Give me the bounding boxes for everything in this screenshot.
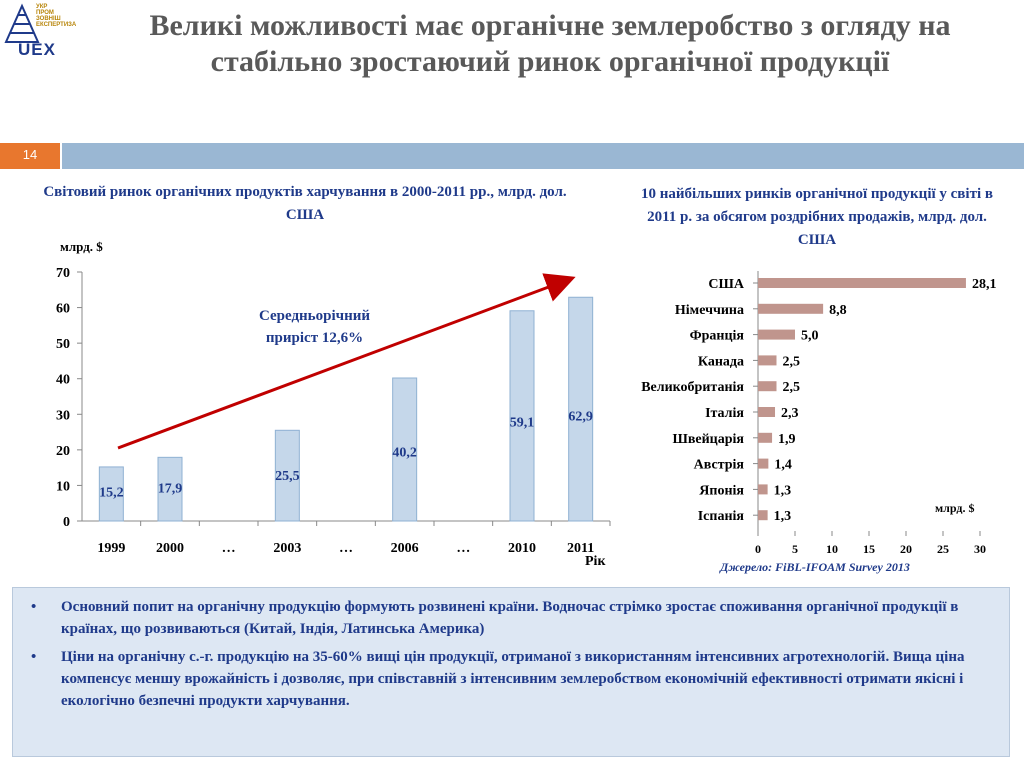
- y-tick-label: 50: [56, 337, 70, 353]
- x-tick-label: 5: [792, 542, 798, 556]
- category-label: Великобританія: [641, 380, 744, 396]
- x-tick-label: 1999: [97, 541, 126, 556]
- x-tick-label: 2010: [508, 541, 536, 556]
- y-tick-label: 60: [56, 301, 70, 317]
- x-tick-label: 2003: [273, 541, 302, 556]
- category-label: Австрія: [693, 457, 744, 473]
- x-tick-label: 2006: [390, 541, 419, 556]
- y-tick-label: 70: [56, 266, 70, 281]
- x-tick-label: …: [221, 541, 236, 556]
- x-tick-label: 2011: [567, 541, 595, 556]
- logo-small-text: УКР ПРОМ ЗОВНІШ ЕКСПЕРТИЗА: [36, 4, 77, 28]
- bar-value-label: 15,2: [99, 485, 124, 501]
- bar-value-label: 1,3: [773, 509, 792, 525]
- header-band: [62, 143, 1024, 169]
- bar-value-label: 8,8: [829, 302, 847, 318]
- x-tick-label: …: [456, 541, 471, 556]
- category-label: Франція: [689, 328, 744, 344]
- bar-value-label: 40,2: [392, 445, 417, 461]
- bar-value-label: 2,5: [782, 354, 800, 370]
- bar-value-label: 62,9: [568, 409, 593, 425]
- x-tick-label: 0: [755, 542, 761, 556]
- bar: [758, 330, 795, 340]
- category-label: Канада: [697, 354, 744, 370]
- bar: [758, 433, 772, 443]
- bar: [758, 304, 823, 314]
- bar: [758, 355, 777, 365]
- x-tick-label: 10: [826, 542, 838, 556]
- bar-value-label: 1,3: [773, 483, 792, 499]
- x-tick-label: 15: [863, 542, 875, 556]
- notes-box: [12, 587, 1010, 757]
- page-title: Великі можливості має органічне землеробство з огляду на стабільно зростаючий ринок органічної продукції: [149, 9, 951, 78]
- top-markets-chart: [610, 265, 1010, 585]
- bar: [758, 484, 768, 494]
- category-label: Японія: [699, 483, 744, 499]
- y-tick-label: 0: [63, 515, 70, 530]
- y-tick-label: 30: [56, 408, 70, 424]
- y-tick-label: 40: [56, 372, 70, 388]
- category-label: Італія: [705, 406, 744, 421]
- category-label: Швейцарія: [672, 431, 744, 447]
- y-tick-label: 10: [56, 479, 70, 495]
- bar-value-label: 59,1: [509, 415, 535, 431]
- company-logo: [0, 0, 80, 62]
- bar-value-label: 5,0: [801, 328, 819, 344]
- bar: [758, 510, 768, 520]
- x-tick-label: 20: [900, 542, 912, 556]
- bar: [758, 278, 966, 288]
- note-item: • Основний попит на органічну продукцію формують розвинені країни. Водночас стрімко зростає споживання органічної продукції в країнах, що розвиваються (Китай, Індія, Латинська Америка): [61, 596, 989, 640]
- x-tick-label: 30: [974, 542, 986, 556]
- bar-value-label: 17,9: [157, 481, 183, 497]
- bar-value-label: 25,5: [275, 469, 300, 485]
- bar: [758, 459, 768, 469]
- y-tick-label: 20: [56, 443, 70, 459]
- growth-annotation: Середньорічний приріст 12,6%: [258, 308, 371, 346]
- left-chart-ylabel: млрд. $: [60, 239, 103, 254]
- bar-value-label: 2,5: [782, 380, 800, 396]
- category-label: США: [708, 277, 744, 292]
- category-label: Іспанія: [697, 509, 744, 525]
- x-tick-label: 25: [937, 542, 949, 556]
- x-tick-label: …: [339, 541, 353, 556]
- bar-value-label: 1,4: [774, 457, 792, 473]
- bar: [758, 381, 777, 391]
- bar: [758, 407, 775, 417]
- right-chart-title: 10 найбільших ринків органічної продукції у світі в 2011 р. за обсягом роздрібних продажів, млрд. дол. США: [641, 186, 993, 248]
- page-number: 14: [0, 143, 60, 169]
- note-item: • Ціни на органічну с.-г. продукцію на 35-60% вищі цін продукції, отриманої з використанням інтенсивних агротехнологій. Вища ціна компенсує меншу врожайність і дозволяє, при співставній з інтенсивним землеробством економічній ефективності отримати якісні і екологічно безпечні продукти харчування.: [61, 646, 989, 712]
- bar-value-label: 1,9: [778, 431, 796, 447]
- bar-value-label: 28,1: [971, 277, 997, 292]
- right-chart-xlabel: млрд. $: [935, 501, 975, 515]
- x-tick-label: 2000: [156, 541, 184, 556]
- source-note: Джерело: FiBL-IFOAM Survey 2013: [720, 560, 910, 574]
- left-chart-title: Світовий ринок органічних продуктів харчування в 2000-2011 рр., млрд. дол. США: [43, 184, 567, 223]
- category-label: Німеччина: [674, 302, 744, 318]
- left-chart-xlabel: Рік: [585, 554, 606, 569]
- world-market-chart: [20, 235, 620, 575]
- logo-text: UEX: [18, 40, 56, 59]
- bar-value-label: 2,3: [781, 406, 799, 421]
